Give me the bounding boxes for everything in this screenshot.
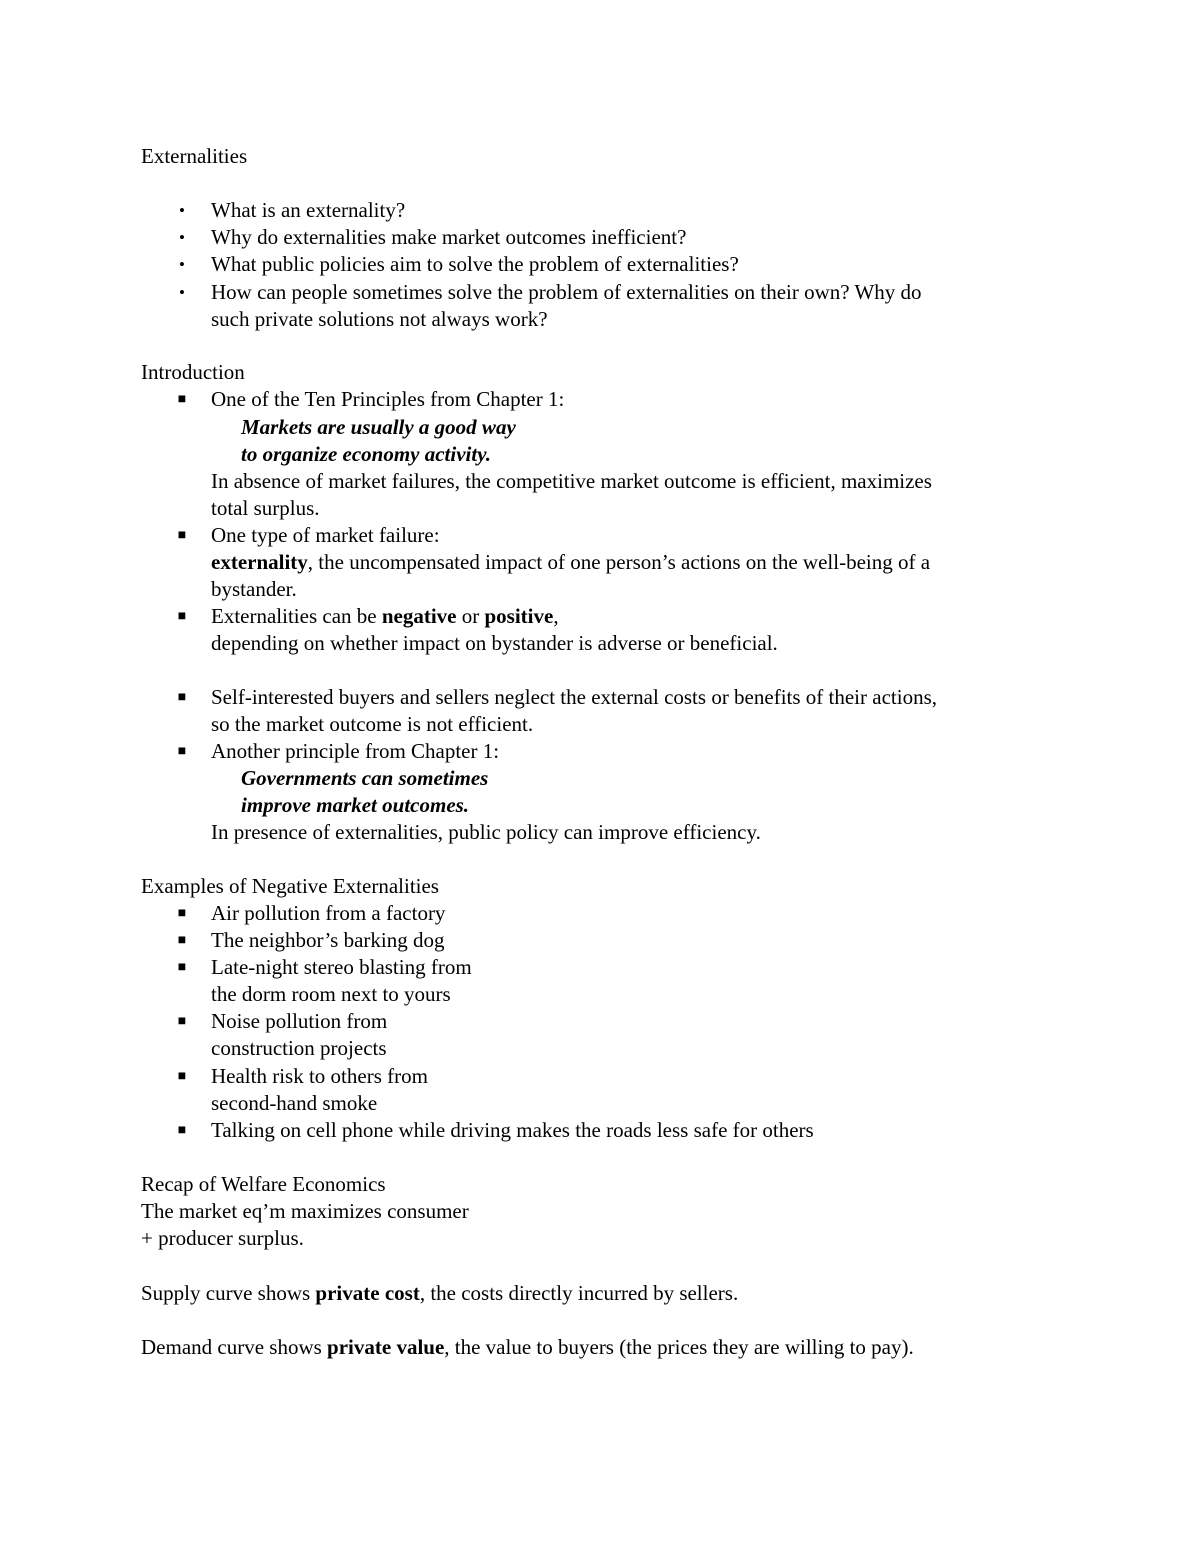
example-item: Air pollution from a factory: [211, 901, 446, 925]
recap-text: + producer surplus.: [141, 1226, 304, 1250]
intro-text: In absence of market failures, the competitive market outcome is efficient, maximizes: [211, 469, 932, 493]
question-item: Why do externalities make market outcomes inefficient?: [211, 225, 687, 249]
intro-text: depending on whether impact on bystander is adverse or beneficial.: [211, 631, 778, 655]
square-bullet-icon: ■: [177, 528, 187, 543]
example-item: The neighbor’s barking dog: [211, 928, 445, 952]
square-bullet-icon: ■: [177, 392, 187, 407]
supply-curve-text: [141, 1280, 738, 1307]
question-item-continued: such private solutions not always work?: [211, 307, 548, 331]
bullet-icon: •: [179, 228, 185, 247]
text: Demand curve shows: [141, 1335, 328, 1359]
principle-quote: to organize economy activity.: [241, 442, 492, 466]
intro-text: In presence of externalities, public policy can improve efficiency.: [211, 820, 761, 844]
square-bullet-icon: ■: [177, 960, 187, 975]
term-externality: externality: [211, 550, 308, 574]
bullet-icon: •: [179, 255, 185, 274]
term-private-cost: private cost: [315, 1281, 420, 1305]
principle-quote: Markets are usually a good way: [241, 415, 516, 439]
section-heading-introduction: Introduction: [141, 360, 245, 384]
intro-text: so the market outcome is not efficient.: [211, 712, 534, 736]
bullet-icon: •: [179, 283, 185, 302]
square-bullet-icon: ■: [177, 1123, 187, 1138]
principle-quote: improve market outcomes.: [241, 793, 470, 817]
text: , the costs directly incurred by sellers.: [419, 1281, 739, 1305]
example-item: Late-night stereo blasting from: [211, 955, 472, 979]
intro-point: One type of market failure:: [211, 523, 440, 547]
section-heading-recap: Recap of Welfare Economics: [141, 1172, 386, 1196]
definition-text: , the uncompensated impact of one person’s actions on the well-being of a: [307, 550, 931, 574]
principle-quote: Governments can sometimes: [241, 766, 489, 790]
term-private-value: private value: [327, 1335, 445, 1359]
bullet-icon: •: [179, 201, 185, 220]
square-bullet-icon: ■: [177, 609, 187, 624]
text: Supply curve shows: [141, 1281, 316, 1305]
square-bullet-icon: ■: [177, 933, 187, 948]
term-positive: positive: [484, 604, 554, 628]
section-heading-examples: Examples of Negative Externalities: [141, 874, 439, 898]
example-item: Health risk to others from: [211, 1064, 428, 1088]
example-item: Noise pollution from: [211, 1009, 388, 1033]
text: Externalities can be: [211, 604, 382, 628]
intro-text: bystander.: [211, 577, 297, 601]
square-bullet-icon: ■: [177, 1069, 187, 1084]
example-item-continued: second-hand smoke: [211, 1091, 378, 1115]
intro-point: Another principle from Chapter 1:: [211, 739, 500, 763]
intro-text: total surplus.: [211, 496, 320, 520]
question-item: What is an externality?: [211, 198, 406, 222]
intro-point: Self-interested buyers and sellers neglect the external costs or benefits of their actions,: [211, 685, 937, 709]
square-bullet-icon: ■: [177, 1014, 187, 1029]
term-negative: negative: [381, 604, 457, 628]
text: ,: [553, 604, 559, 628]
intro-point: [211, 603, 559, 630]
example-item: Talking on cell phone while driving makes the roads less safe for others: [211, 1118, 814, 1142]
intro-point: One of the Ten Principles from Chapter 1:: [211, 387, 565, 411]
recap-text: The market eq’m maximizes consumer: [141, 1199, 469, 1223]
example-item-continued: the dorm room next to yours: [211, 982, 451, 1006]
example-item-continued: construction projects: [211, 1036, 387, 1060]
text: or: [456, 604, 485, 628]
text: , the value to buyers (the prices they are willing to pay).: [444, 1335, 914, 1359]
square-bullet-icon: ■: [177, 906, 187, 921]
title: Externalities: [141, 144, 248, 168]
square-bullet-icon: ■: [177, 744, 187, 759]
question-item: What public policies aim to solve the problem of externalities?: [211, 252, 739, 276]
square-bullet-icon: ■: [177, 690, 187, 705]
externality-definition: [211, 549, 930, 576]
demand-curve-text: [141, 1334, 914, 1361]
question-item: How can people sometimes solve the problem of externalities on their own? Why do: [211, 280, 922, 304]
